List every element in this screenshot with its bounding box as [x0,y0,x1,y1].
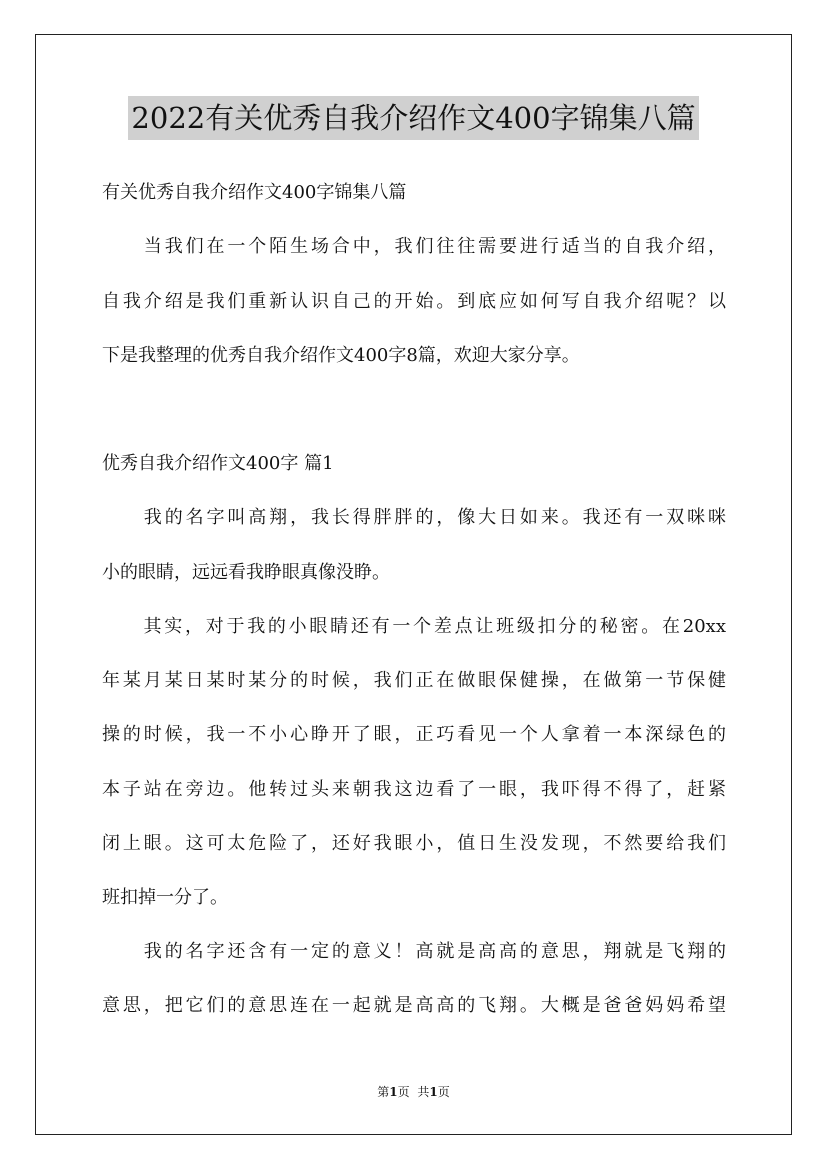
section-heading: 优秀自我介绍作文400字 篇1 [102,453,334,474]
body-line: 意思，把它们的意思连在一起就是高高的飞翔。大概是爸爸妈妈希望 [102,995,726,1016]
page-number: 1 [389,1085,398,1099]
body-line: 操的时候，我一不小心睁开了眼，正巧看见一个人拿着一本深绿色的 [102,724,726,745]
title-container [0,96,827,140]
page-label-prefix: 第 [377,1085,390,1099]
body-line: 自我介绍是我们重新认识自己的开始。到底应如何写自我介绍呢？以 [102,291,726,312]
document-title: 2022有关优秀自我介绍作文400字锦集八篇 [128,96,698,140]
body-line: 下是我整理的优秀自我介绍作文400字8篇，欢迎大家分享。 [102,345,580,366]
body-line: 年某月某日某时某分的时候，我们正在做眼保健操，在做第一节保健 [102,670,726,691]
body-line: 我的名字叫高翔，我长得胖胖的，像大日如来。我还有一双咪咪 [102,507,726,528]
body-line: 其实，对于我的小眼睛还有一个差点让班级扣分的秘密。在20xx [102,616,726,637]
body-line: 小的眼睛，远远看我睁眼真像没睁。 [102,562,390,583]
body-line: 当我们在一个陌生场合中，我们往往需要进行适当的自我介绍， [102,236,726,257]
total-label-prefix: 共 [417,1085,430,1099]
body-line: 闭上眼。这可太危险了，还好我眼小，值日生没发现，不然要给我们 [102,833,726,854]
total-label-suffix: 页 [437,1085,450,1099]
body-line: 本子站在旁边。他转过头来朝我这边看了一眼，我吓得不得了，赶紧 [102,779,726,800]
body-line: 班扣掉一分了。 [102,887,228,908]
subtitle-line: 有关优秀自我介绍作文400字锦集八篇 [102,182,407,203]
page-footer [0,1084,827,1100]
body-line: 我的名字还含有一定的意义！高就是高高的意思，翔就是飞翔的 [102,941,726,962]
total-pages: 1 [429,1085,438,1099]
page-label-suffix: 页 [397,1085,410,1099]
